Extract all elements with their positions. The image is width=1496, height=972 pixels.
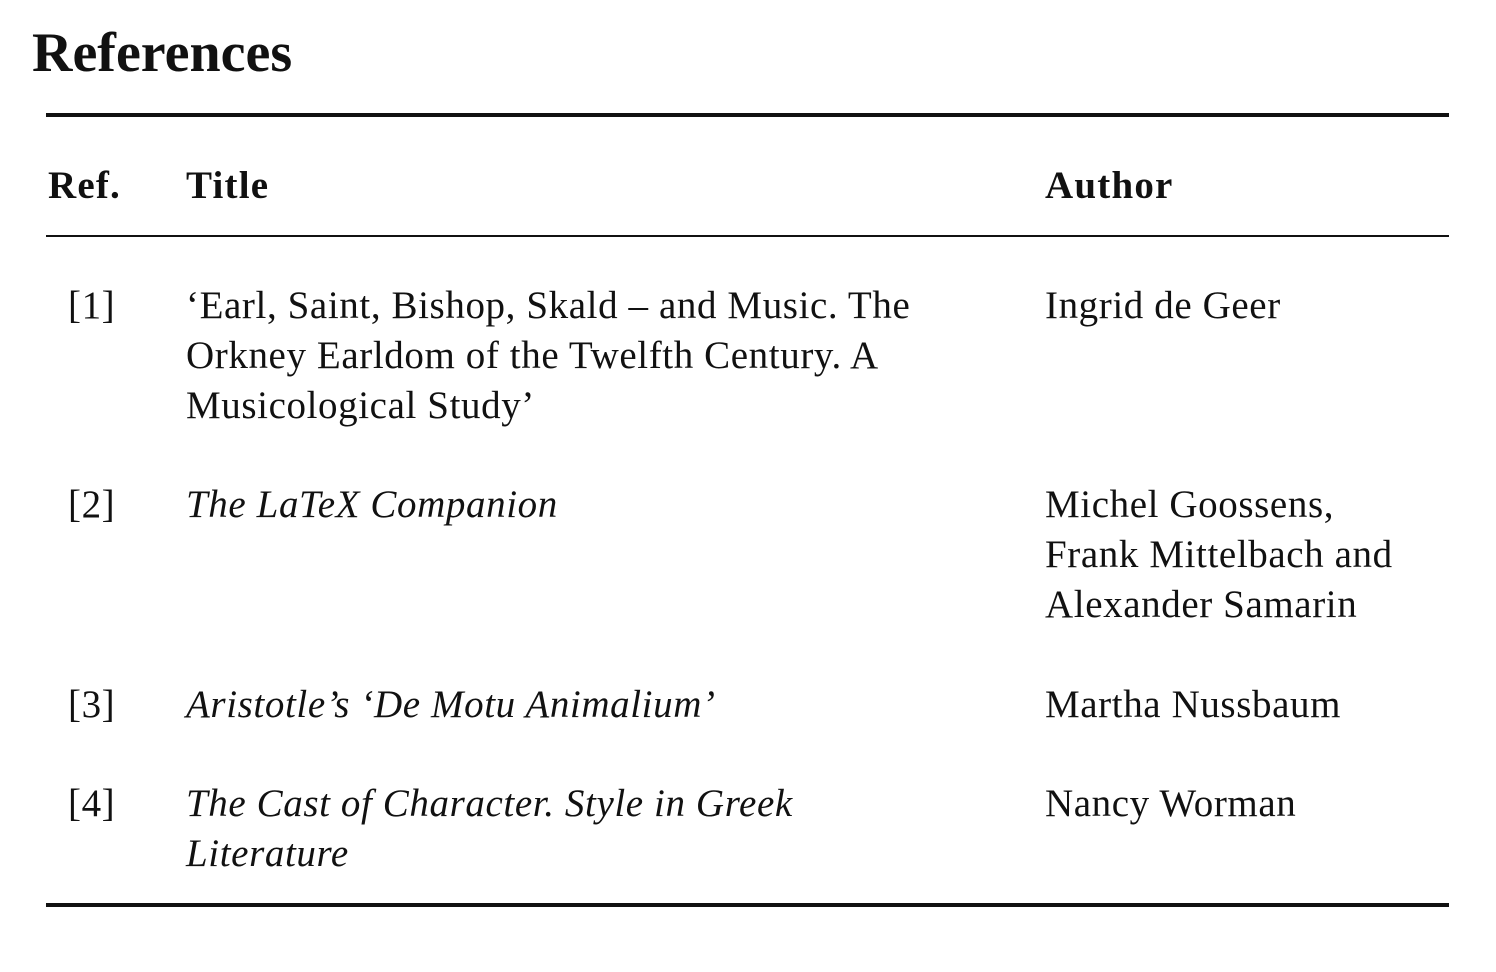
header-ref: Ref.	[48, 164, 122, 207]
row-2-author-line: Alexander Samarin	[1045, 583, 1358, 626]
row-2-title	[186, 480, 1026, 530]
row-4-title	[186, 779, 1026, 879]
row-3-ref: [3]	[68, 683, 116, 726]
table-top-rule	[46, 113, 1449, 117]
row-1-title	[186, 281, 1026, 431]
row-4-author	[1045, 779, 1485, 829]
page-title: References	[32, 22, 293, 84]
row-3-author	[1045, 680, 1485, 730]
row-1-title-line: Musicological Study’	[186, 384, 535, 427]
row-4-title-line: Literature	[186, 832, 349, 875]
row-2-author-line: Michel Goossens,	[1045, 483, 1335, 526]
row-3-author-line: Martha Nussbaum	[1045, 683, 1342, 726]
row-1-ref: [1]	[68, 284, 116, 327]
row-2-ref: [2]	[68, 483, 116, 526]
row-4-ref: [4]	[68, 782, 116, 825]
row-4-author-line: Nancy Worman	[1045, 782, 1297, 825]
row-2-title-line: The LaTeX Companion	[186, 483, 558, 526]
row-3-title-line: Aristotle’s ‘De Motu Animalium’	[186, 683, 716, 726]
row-1-author-line: Ingrid de Geer	[1045, 284, 1281, 327]
row-1-title-line: ‘Earl, Saint, Bishop, Skald – and Music. The	[186, 284, 911, 327]
table-bottom-rule	[46, 903, 1449, 907]
row-2-author	[1045, 480, 1485, 630]
row-1-author	[1045, 281, 1485, 331]
row-4-title-line: The Cast of Character. Style in Greek	[186, 782, 793, 825]
row-1-title-line: Orkney Earldom of the Twelfth Century. A	[186, 334, 879, 377]
row-2-author-line: Frank Mittelbach and	[1045, 533, 1393, 576]
row-3-title	[186, 680, 1026, 730]
header-author: Author	[1045, 164, 1174, 207]
table-header-rule	[46, 235, 1449, 237]
header-title: Title	[186, 164, 270, 207]
